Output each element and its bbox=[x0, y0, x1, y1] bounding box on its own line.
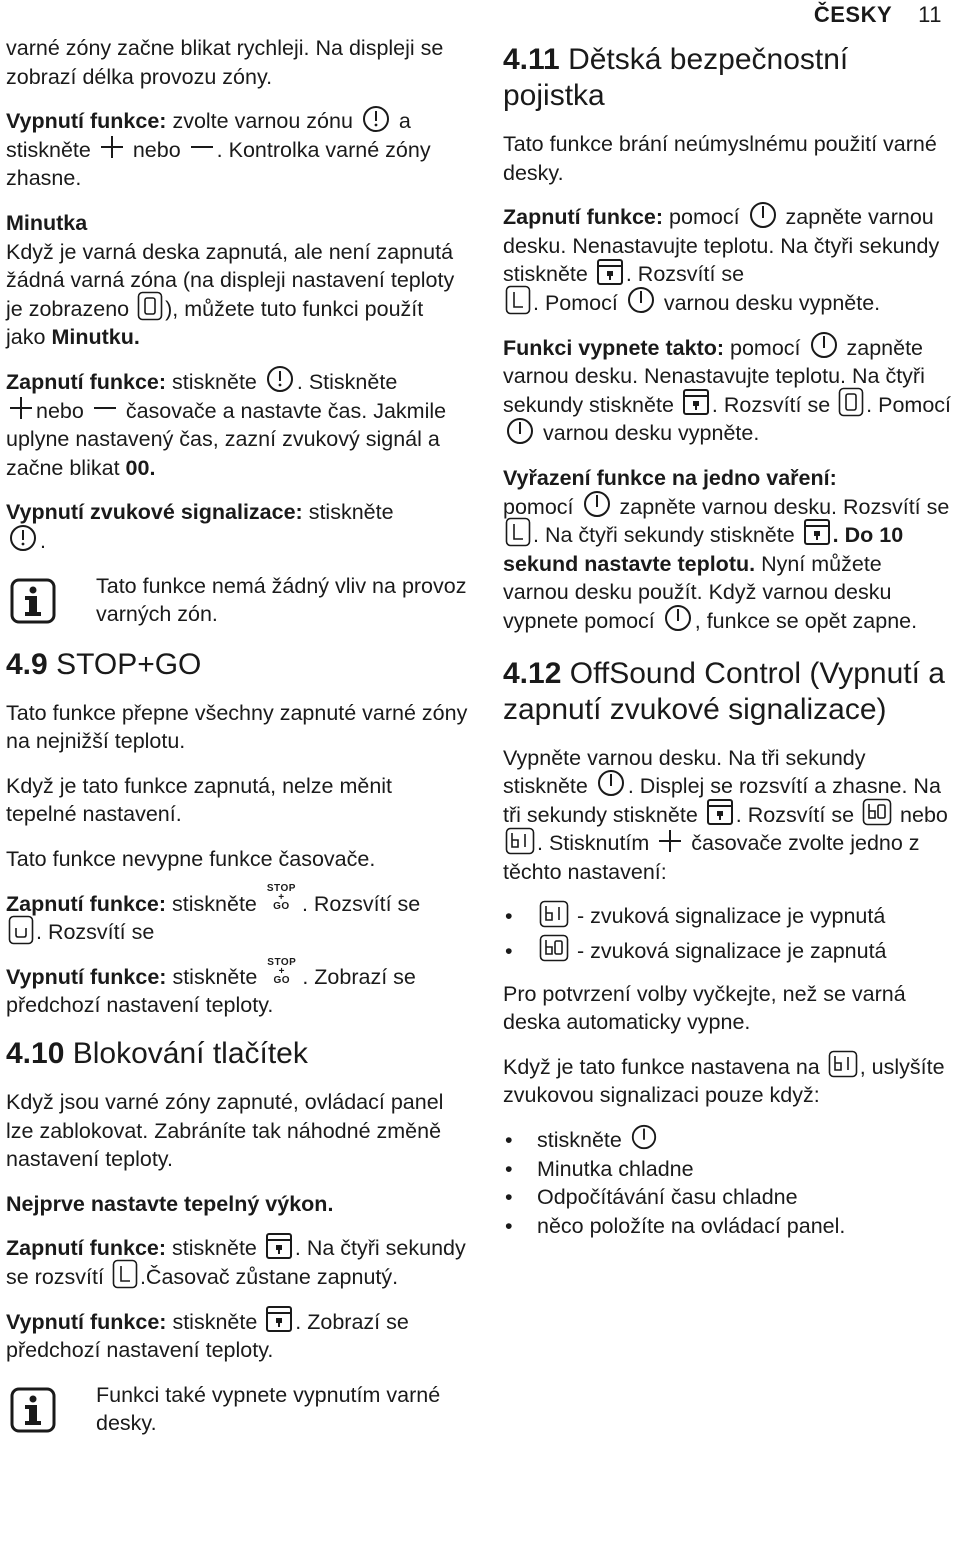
lock-key-icon bbox=[803, 518, 831, 546]
paragraph: Zapnutí funkce: pomocí zapněte varnou desku. Nenastavujte teplotu. Na čtyři sekundy stiskněte . Rozsvítí se . Pomocí varnou desku vypněte. bbox=[503, 203, 953, 317]
power-icon bbox=[663, 603, 693, 633]
paragraph: Tato funkce brání neúmyslnému použití varné desky. bbox=[503, 132, 937, 185]
paragraph: Zapnutí funkce: stiskněte . Stiskněte nebo časovače a nastavte čas. Jakmile uplyne nastavený čas, zazní zvukový signál a začne blikat 00. bbox=[6, 368, 468, 482]
plus-icon bbox=[657, 828, 683, 854]
sound-on-display-icon bbox=[862, 798, 892, 826]
plus-icon bbox=[8, 395, 34, 421]
list-item: • Odpočítávání času chladne bbox=[503, 1183, 953, 1212]
stop-go-icon: STOP + GO bbox=[267, 956, 297, 986]
paragraph: Vypnutí funkce: zvolte varnou zónu a stiskněte nebo . Kontrolka varné zóny zhasne. bbox=[6, 107, 468, 193]
language-label: ČESKY bbox=[813, 2, 893, 27]
power-icon bbox=[596, 768, 626, 798]
power-icon bbox=[626, 285, 656, 315]
sound-off-display-icon bbox=[505, 827, 535, 855]
subheading: Minutka bbox=[6, 210, 88, 235]
paragraph: Zapnutí funkce: stiskněte STOP + GO . Rozsvítí se . Rozsvítí se bbox=[6, 883, 421, 945]
paragraph: Vypnutí zvukové signalizace: stiskněte . bbox=[6, 500, 394, 553]
info-note: Funkci také vypnete vypnutím varné desky. bbox=[6, 1381, 468, 1438]
lock-key-icon bbox=[265, 1305, 293, 1333]
lock-display-icon bbox=[505, 517, 531, 547]
paragraph: Zapnutí funkce: stiskněte . Na čtyři sekundy se rozsvítí .Časovač zůstane zapnutý. bbox=[6, 1234, 468, 1291]
sound-off-display-icon bbox=[828, 1050, 858, 1078]
timer-icon bbox=[265, 364, 295, 394]
info-note: Tato funkce nemá žádný vliv na provoz varných zón. bbox=[6, 572, 468, 629]
power-icon bbox=[809, 330, 839, 360]
stop-go-icon: STOP + GO bbox=[266, 883, 296, 913]
page-number: 11 bbox=[918, 2, 942, 27]
paragraph: Tato funkce nevypne funkce časovače. bbox=[6, 847, 376, 872]
lock-display-icon bbox=[505, 285, 531, 315]
paragraph: Tato funkce přepne všechny zapnuté varné zóny na nejnižší teplotu. bbox=[6, 700, 468, 754]
lock-key-icon bbox=[706, 798, 734, 826]
section-heading: 4.10 Blokování tlačítek bbox=[6, 1037, 308, 1071]
timer-icon bbox=[8, 523, 38, 553]
list-item: • stiskněte bbox=[503, 1126, 953, 1155]
zero-display-icon bbox=[838, 387, 864, 417]
paragraph: Funkci vypnete takto: pomocí zapněte varnou desku. Nenastavujte teplotu. Na čtyři sekundy stiskněte . Rozsvítí se . Pomocí varnou desku vypněte. bbox=[503, 334, 953, 448]
list-item: • - zvuková signalizace je zapnutá bbox=[503, 937, 953, 966]
list-item: • - zvuková signalizace je vypnutá bbox=[503, 902, 953, 931]
minus-icon bbox=[92, 395, 118, 421]
paragraph: Minutka Když je varná deska zapnutá, ale není zapnutá žádná varná zóna (na displeji nastavení teploty je zobrazeno ), můžete tuto funkci použít jako Minutku. bbox=[6, 210, 455, 350]
paragraph: Když jsou varné zóny zapnuté, ovládací panel lze zablokovat. Zabráníte tak náhodné změně nastavení teploty. bbox=[6, 1090, 444, 1172]
section-heading: 4.11 Dětská bezpečnostní pojistka bbox=[503, 43, 849, 112]
power-icon bbox=[630, 1123, 658, 1151]
sound-off-display-icon bbox=[539, 900, 569, 928]
paragraph: Když je tato funkce zapnutá, nelze měnit tepelné nastavení. bbox=[6, 773, 393, 827]
sound-on-display-icon bbox=[539, 934, 569, 962]
power-icon bbox=[748, 200, 778, 230]
power-icon bbox=[505, 416, 535, 446]
power-icon bbox=[582, 489, 612, 519]
stopgo-display-icon bbox=[8, 915, 34, 945]
paragraph: Nejprve nastavte tepelný výkon. bbox=[6, 1191, 334, 1216]
section-heading: 4.9 STOP+GO bbox=[6, 647, 202, 681]
right-column bbox=[503, 34, 953, 1254]
paragraph: Když je tato funkce nastavena na , uslyšíte zvukovou signalizaci pouze když: bbox=[503, 1053, 953, 1110]
list-item: • něco položíte na ovládací panel. bbox=[503, 1212, 953, 1241]
option-list bbox=[503, 902, 953, 965]
timer-icon bbox=[361, 104, 391, 134]
lock-key-icon bbox=[682, 388, 710, 416]
paragraph: Vypnutí funkce: stiskněte STOP + GO . Zobrazí se předchozí nastavení teploty. bbox=[6, 956, 416, 1018]
paragraph: varné zóny začne blikat rychleji. Na displeji se zobrazí délka provozu zóny. bbox=[6, 36, 444, 89]
section-heading: 4.12 OffSound Control (Vypnutí a zapnutí zvukové signalizace) bbox=[503, 656, 945, 726]
info-icon bbox=[10, 578, 56, 624]
paragraph: Vyřazení funkce na jedno vaření: pomocí zapněte varnou desku. Rozsvítí se . Na čtyři sekundy stiskněte . Do 10 sekund nastavte teplotu. Nyní můžete varnou desku použít. Když varnou desku vypnete pomocí , funkce se opět zapne. bbox=[503, 465, 950, 633]
left-column bbox=[6, 34, 468, 1456]
info-icon bbox=[10, 1387, 56, 1433]
list-item: • Minutka chladne bbox=[503, 1155, 953, 1184]
paragraph: Pro potvrzení volby vyčkejte, než se varná deska automaticky vypne. bbox=[503, 981, 906, 1035]
minus-icon bbox=[189, 134, 215, 160]
lock-display-icon bbox=[112, 1259, 138, 1289]
condition-list bbox=[503, 1126, 953, 1240]
page-header bbox=[814, 2, 942, 28]
lock-key-icon bbox=[596, 258, 624, 286]
paragraph: Vypněte varnou desku. Na tři sekundy stiskněte . Displej se rozsvítí a zhasne. Na tři sekundy stiskněte . Rozsvítí se nebo . Stisknutím časovače zvolte jedno z těchto nastavení: bbox=[503, 745, 948, 884]
plus-icon bbox=[99, 134, 125, 160]
paragraph: Vypnutí funkce: stiskněte . Zobrazí se předchozí nastavení teploty. bbox=[6, 1308, 468, 1365]
zero-display-icon bbox=[137, 291, 163, 321]
lock-key-icon bbox=[265, 1232, 293, 1260]
